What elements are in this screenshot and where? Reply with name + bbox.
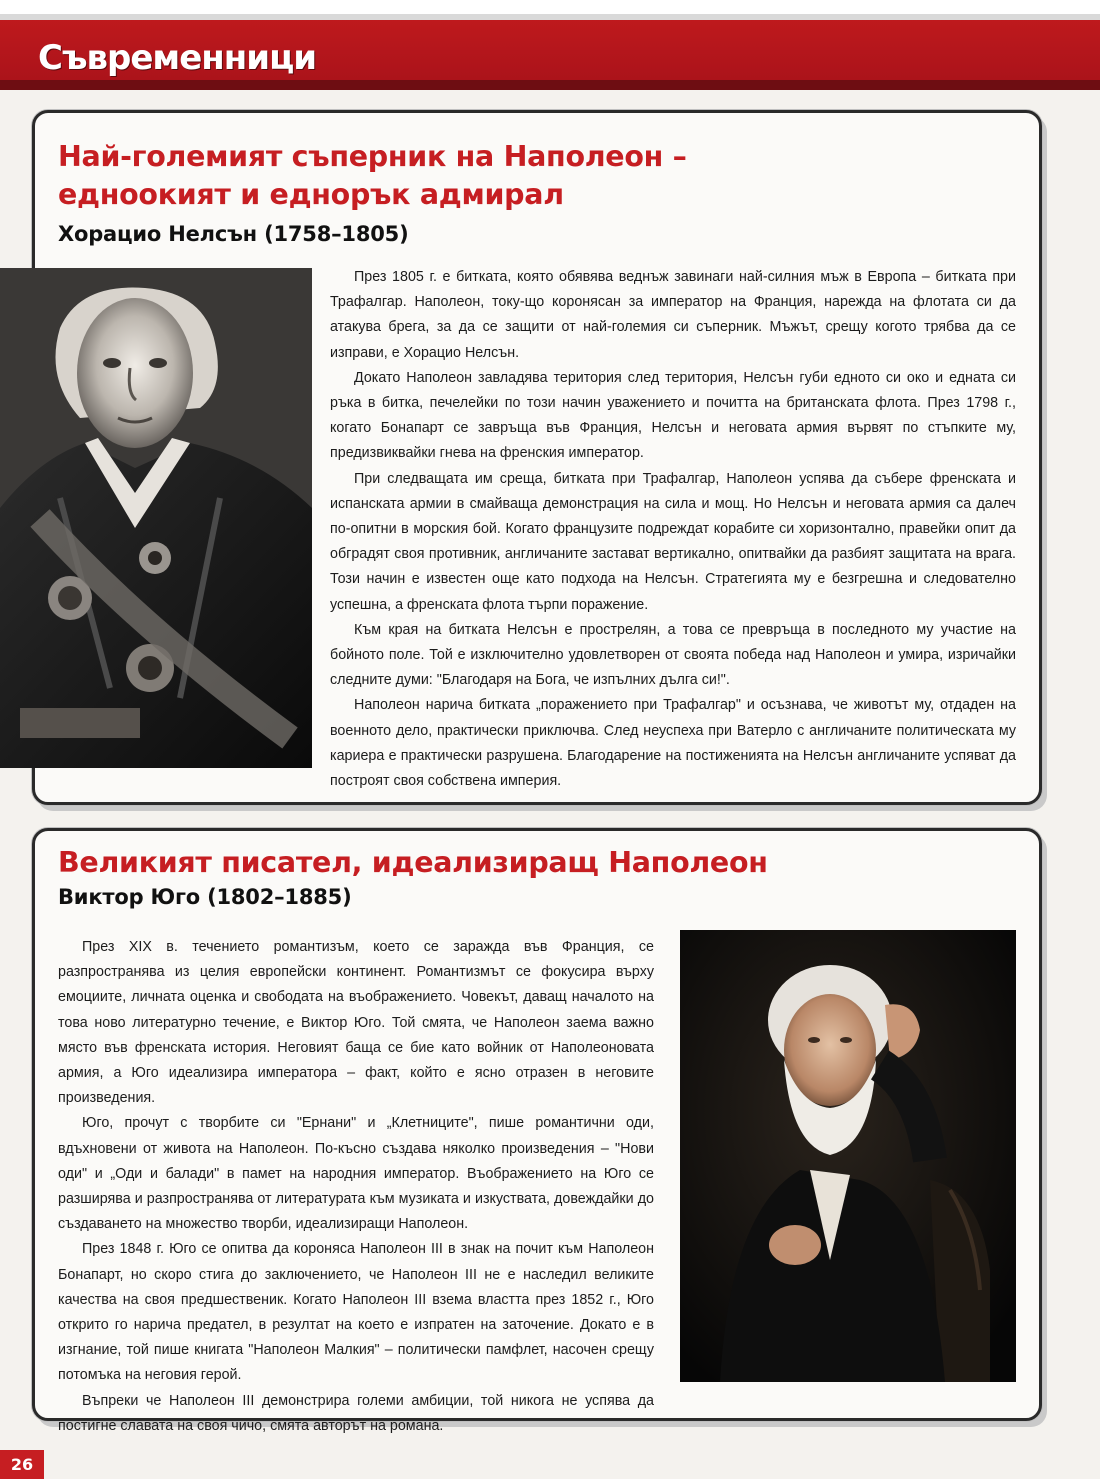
nelson-paragraph: Към края на битката Нелсън е прострелян, а това се превръща в последното му участие на бойното поле. Той е изключително удовлетворен от своята победа над Наполеон и умира, изричайки следните думи: "Благодаря на Бога, че изпълних дълга си!". [330,621,1016,689]
nelson-paragraph: При следващата им среща, битката при Трафалгар, Наполеон успява да събере френската и испанската армии в смайваща демонстрация на сила и мощ. Но Нелсън и неговата армия са далеч по-опитни в морския бой. Когато французите подреждат корабите си хоризонтално, правейки опит да обградят своя противник, англичаните застават вертикално, опитвайки да разбият защитата на врага. Този начин е известен още като подхода на Нелсън. Стратегията му е безгрешна и следователно успешна, а френската флота търпи поражение. [330,470,1016,613]
nelson-paragraph: Докато Наполеон завладява територия след територия, Нелсън губи едното си око и едната си ръка в битка, печелейки по този начин уважението и почитта на британската флота. През 1798 г., когато Бонапарт се завръща във Франция, Нелсън и неговата армия вървят по стъпките му, предизвиквайки гнева на френския император. [330,369,1016,462]
nelson-body-text [330,265,1016,794]
nelson-paragraph: През 1805 г. е битката, която обявява веднъж завинаги най-силния мъж в Европа – битката при Трафалгар. Наполеон, току-що коронясан за император на Франция, нарежда на флотата си да атакува брега, за да се защити от най-големия си съперник. Мъжът, срещу когото трябва да се изправи, е Хорацио Нелсън. [330,269,1016,361]
hugo-body-text [58,935,654,1439]
section-title: Съвременници [38,38,317,78]
hugo-paragraph: Юго, прочут с творбите си "Ернани" и „Клетниците", пише романтични оди, вдъхновени от живота на Наполеон. По-късно създава няколко произведения – "Нови оди" и „Оди и балади" в памет на народния император. Въображението на Юго се разширява и разпространява от литературата към музиката и изкуствата, довеждайки до създаването на множество творби, идеализиращи Наполеон. [58,1115,654,1233]
nelson-subtitle: Хорацио Нелсън (1758–1805) [58,222,409,246]
nelson-engraving-icon [0,268,312,768]
hugo-portrait-image [680,930,1016,1382]
hugo-paragraph: Въпреки че Наполеон III демонстрира големи амбиции, той никога не успява да постигне славата на своя чичо, смята авторът на романа. [58,1392,654,1434]
nelson-paragraph: Наполеон нарича битката „поражението при Трафалгар" и осъзнава, че животът му, отдаден на военното дело, практически приключва. След неуспеха при Ватерло с англичаните политическата му кариера е практически разрушена. Благодарение на постиженията на Нелсън англичаните успяват да построят своя собствена империя. [330,697,1016,790]
hugo-paragraph: През XIX в. течението романтизъм, което се заражда във Франция, се разпространява из целия европейски континент. Романтизмът се фокусира върху емоциите, личната оценка и свободата на въображението. Човекът, даващ началото на това ново литературно течение, е Виктор Юго. Той смята, че Наполеон заема важно място във френската история. Неговият баща се бие като войник от Наполеоновата армия, а Юго идеализира императора – факт, който е ясно отразен в неговите произведения. [58,939,654,1107]
section-header-bar [0,14,1100,90]
nelson-title-line1: Най-големият съперник на Наполеон – [58,140,687,173]
nelson-portrait-image [0,268,312,768]
nelson-title-line2: едноокият и еднорък адмирал [58,178,564,211]
hugo-paragraph: През 1848 г. Юго се опитва да коронясa Наполеон III в знак на почит към Наполеон Бонапарт, но скоро стига до заключението, че Наполеон III не е наследил великите качества на своя предшественик. Когато Наполеон III взема властта през 1852 г., Юго открито го нарича предател, в резултат на което е изпратен на заточение. Докато е в изгнание, той пише книгата "Наполеон Малкия" – политически памфлет, насочен срещу потомъка на неговия герой. [58,1241,654,1384]
hugo-painting-icon [680,930,1016,1382]
hugo-title: Великият писател, идеализиращ Наполеон [58,846,768,879]
page-number: 26 [0,1450,44,1479]
hugo-subtitle: Виктор Юго (1802–1885) [58,885,352,909]
nelson-title [58,138,687,214]
